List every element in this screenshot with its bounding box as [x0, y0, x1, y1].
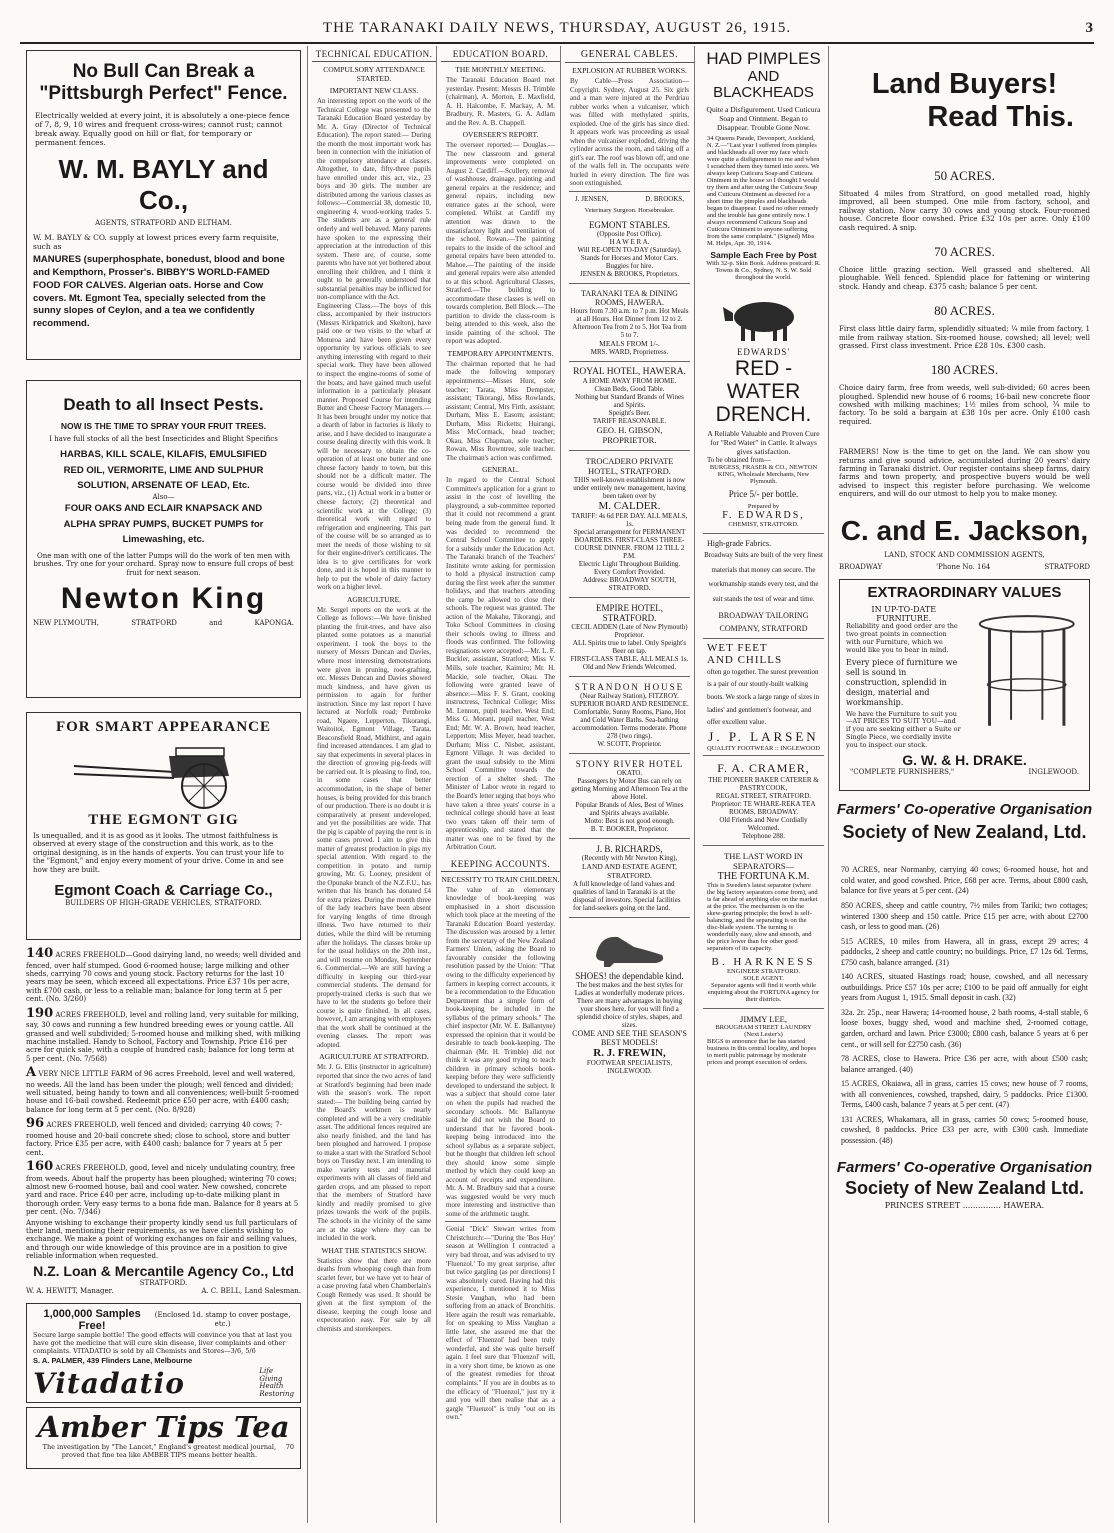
edu-sub-6: NECESSITY TO TRAIN CHILDREN. [441, 874, 560, 884]
edwards-a: A Reliable Valuable and Proven Cure for "Red Water" in Cattle. It always gives satisfaction. [707, 428, 820, 456]
stony-e: B. T. BOOKER, Proprietor. [590, 824, 669, 833]
royal-c: Nothing but Standard Brands of Wines and Spirits. [575, 392, 684, 409]
bayly-firm: W. M. BAYLY and Co., [58, 153, 269, 215]
land-item [20, 1116, 307, 1157]
lot-heading: 80 ACRES. [934, 303, 995, 319]
strandon-ad [570, 680, 689, 750]
frewin-a: SHOES! the dependable kind. [575, 970, 684, 981]
drake-c: Every piece of furniture we sell is sound in construction, splendid in design, material and workmanship. [846, 657, 958, 707]
land-item-text: ACRES FREEHOLD—Good dairying land, no weeds; well divided and fenced, over half stumped. Good 6-roomed house; large milking and other sheds, carrying 70 cows and young stock. Factory returns for the last 10 years may be seen, which exceed all expectations. Price £37 10s per acre, with £700 cash, or less to a reliable man; balance for long term at 5 per cent. (No. 3/260) [26, 951, 301, 1004]
edwards-name: EDWARDS' [736, 346, 791, 357]
land-item-number: 160 [26, 1159, 54, 1175]
vitadatio-addr: S. A. PALMER, 439 Flinders Lane, Melbourne [33, 1355, 193, 1365]
jackson-street: BROADWAY [839, 562, 883, 571]
empire-title: EMPIRE HOTEL, STRATFORD. [596, 602, 663, 623]
jackson-row [833, 563, 1096, 571]
cables-para-1: By Cable—Press Association—Copyright. Sydney, August 25. Six girls and a man were injured at the Perdriau rubber works when a vulcaniser, which was filled with methylated spirits, exploded. One of the girls has since died. It appears work was proceeding as usual when the vulcaniser exploded, driving the cylinder across the room, and taking off a girl's ear. The roof was blown off, and one of the walls fell in. The occupants were hurled in every direction. The fire was soon extinguished. [570, 77, 689, 188]
tech-sub-2: IMPORTANT NEW CLASS. [329, 86, 419, 95]
insect-line-2: I have full stocks of all the best Insecticides and Blight Specifics [49, 435, 278, 443]
land-item [20, 946, 307, 1004]
troc-b: M. CALDER. [598, 499, 661, 512]
insect-line-5: SOLUTION, ARSENATE OF LEAD, Etc. [77, 479, 250, 491]
frewin-b: The best makes and the best styles for Ladies at wonderfully moderate prices. There are many advantages in buying your shoes here, for you will find a splendid choice of styles, shapes, and sizes. [574, 980, 685, 1029]
land-item-text: VERY NICE LITTLE FARM of 96 acres Freehold, level and well watered, no weeds. All the land has been under the plough; well fenced and divided; well situated, being handy to town and all conveniences; well-built 5-roomed house and 16-bail cowshed. Redeemit price £50 per acre, with £400 cash; balance for long term at 5 per cent. (No. 8/928) [26, 1070, 299, 1114]
land-item [20, 1219, 307, 1261]
strandon-a: (Near Railway Station), FITZROY. [580, 691, 679, 700]
society-heading-1: Farmers' Co-operative Organisation [836, 801, 1093, 819]
land-item-text: ACRES FREEHOLD, well fenced and divided; carrying 40 cows; 7-roomed house and 20-bail concrete shed; close to school, store and butter factory. Price £35 per acre, with £400 cash; balance for 7 years at 5 per cent. [26, 1121, 290, 1157]
town-1: NEW PLYMOUTH, [33, 619, 99, 628]
column-6 [833, 46, 1096, 1523]
larsen-name: J. P. LARSEN [708, 728, 819, 744]
amber-tips-num: 70 [285, 1443, 294, 1452]
tech-para-1: An interesting report on the work of the Technical College was presented to the Taranaki Education Board yesterday by Mr. A. Gray (Director of Technical Education). The report stated:— During the month the most important work has been in connection with the initiation of the compulsory attendance at classes. Altogether, to date, fifty-three pupils have enrolled under this act, viz., 23 boys and 30 girls. The number are distributed among the various classes as follows:—Commercial 38, domestic 10, engineering 4, wood-working trades 5. The students are as a general rule orderly and well behaved. Many parents have spoken to me expressing their appreciation at the introduction of this system. There are, of course, some parents who have not yet bothered about enrolling their children, and I think it ought to be generally understood that substantial penalties may be inflicted for non-compliance with the Act. [317, 97, 431, 302]
jensen-brooks [570, 195, 689, 203]
insect-line-7: ALPHA SPRAY PUMPS, BUCKET PUMPS for [63, 518, 264, 530]
insect-title: Death to all Insect Pests. [63, 395, 264, 414]
furniture-illustration [968, 605, 1084, 735]
strandon-title: STRANDON HOUSE [574, 681, 685, 692]
society-listing: 850 ACRES, sheep and cattle country, 7½ miles from Tariki; two cottages; wintered 1300 sheep and 150 cattle. Price £15 per acre, with about £2700 cash, or less to good man. (26) [841, 901, 1088, 932]
gig-title: FOR SMART APPEARANCE [55, 719, 272, 735]
stony-a: OKATO. [616, 768, 643, 777]
column-5 [699, 46, 829, 1523]
royal-d: Speight's Beer. [608, 408, 651, 417]
tech-sub-1: COMPULSORY ATTENDANCE STARTED. [323, 65, 425, 83]
egmont-stables-ad [570, 218, 689, 280]
larsen-t2: AND CHILLS [707, 653, 783, 666]
fortuna-t2: THE FORTUNA K.M. [717, 870, 810, 882]
society-listing: 15 ACRES, Okaiawa, all in grass, carries 15 cows; new house of 7 rooms, with all conveniences, cowshed, trapshed, dairy, 5 paddocks. Price £1300. Terms, £400 cash, balance 7 years at 5 per cent. (47) [841, 1079, 1088, 1110]
land-item-text: ACRES FREEHOLD, good, level and nicely undulating country, free from weeds. About half the property has been ploughed; wintering 70 cows; almost new 6-roomed house, bail and cool water. New cowshed, concrete yard and race. Price £40 per acre, including up-to-date milking plant in thorough order. Very easy terms to a bona fide man. Balance for 8 years at 5 per cent. (No. 7/346) [26, 1164, 299, 1217]
troc-c: TARIFF: 4s 6d PER DAY. ALL MEALS, 1s. [571, 511, 688, 528]
society-listing: 131 ACRES, Whakamara, all in grass, carries 50 cows; 5-roomed house, cowshed, 8 paddocks. Price £33 per acre, with £300 cash. Immediate possession. (48) [841, 1114, 1088, 1145]
farmers-notice: FARMERS! Now is the time to get on the land. We can show you returns and give sound advice, accumulated during 20 years' dairy farming in Taranaki district. Our register contains sheep farms, dairy farms and town property, and prospective buyers would be well advised to inspect this register before purchasing. We welcome enquirers, and will do our utmost to help you to make money. [839, 448, 1090, 499]
drake-name: G. W. & H. DRAKE. [902, 751, 1027, 768]
society-heading-2: Society of New Zealand, Ltd. [842, 822, 1087, 843]
strandon-c: Comfortable, Sunny Rooms, Piano, Hot and Cold Water Baths. Sea-bathing accommodation. Terms moderate. Phone 278 (two rings). [572, 707, 687, 740]
drake-b: Reliability and good order are the two great points in connection with our Furniture, which we would like you to bear in mind. [846, 622, 958, 654]
stony-c: Popular Brands of Ales, Best of Wines and Spirits always available. [575, 800, 684, 817]
tech-sub-5: WHAT THE STATISTICS SHOW. [321, 1245, 427, 1255]
tech-para-5: Statistics show that there are more deaths from whooping cough than from scarlet fever, but we have yet to hear of a case proving fatal when Chamberlain's Cough Remedy was used. It should be given at the first symptom of the disease, keeping the cough loose and expectoration easy. For sale by all chemists and storekeepers. [317, 1256, 431, 1333]
society-address: PRINCES STREET ............... HAWERA. [884, 1200, 1045, 1210]
cramer-b: REGAL STREET, STRATFORD. [715, 791, 812, 800]
troc-a: THIS well-known establishment is now under entirely new management, having been taken over by [573, 475, 686, 500]
read-this-heading: Read This. [927, 101, 1074, 133]
jackson-lots [833, 168, 1096, 426]
edu-para-3: The chairman reported that he had made the following temporary appointments:—Misses Hunt, sole teacher; Tarata, Miss Dempster, assistant; Tikorangi, Miss Rowlands, assistant; Central, Mrs Firth, assistant; Durham, Miss E. Easom; assistant; Durham, Miss Ricketts; Huirangi, Miss McCormack, head teacher; Okau, Miss Chapman, sole teacher; Rowan, Miss Rowntree, sole teacher. The chairman's action was confirmed. [446, 359, 555, 462]
larsen-ad [704, 642, 823, 752]
insect-line-1: NOW IS THE TIME TO SPRAY YOUR FRUIT TREES. [60, 421, 267, 431]
jimmy-lee-ad [704, 1012, 823, 1068]
royal-f: GEO. H. GIBSON, PROPRIETOR. [596, 424, 663, 445]
edwards-t2: DRENCH. [715, 402, 812, 426]
vitadatio-samples: 1,000,000 Samples Free! [43, 1308, 141, 1333]
land-item-number: 96 [26, 1116, 45, 1132]
society-listings [833, 865, 1096, 1146]
stables-d: JENSEN & BROOKS, Proprietors. [580, 269, 679, 278]
land-item [20, 1159, 307, 1217]
jackson-sub: LAND, STOCK AND COMMISSION AGENTS, [884, 550, 1045, 559]
society-listing: 515 ACRES, 10 miles from Hawera, all in grass, except 29 acres; 4 paddocks, 2 sheep and cattle country; no buildings. Price, £7 12s 6d. Terms, £750 cash, balance arranged. (31) [841, 936, 1088, 967]
royal-title: ROYAL HOTEL, HAWERA. [573, 366, 686, 377]
trocadero-ad [570, 454, 689, 594]
land-item-number: A [26, 1065, 37, 1081]
richards-title: J. B. RICHARDS, [596, 843, 663, 854]
tech-para-4: Mr. J. G. Ellis (instructor in agriculture) reported that since the two acres of land at Stratford's beginning had been made with the season's work. The report stated:— The building being carried by the Board's workmen is nearly completed and will be a very creditable asset. The additional fences required are also nearly finished, and the land has been ploughed and harrowed. I propose to make a start with the Stratford School boys on Tuesday next. I am intending to make variety tests and manurial experiments with all classes of field and garden crops, and am pleased to report that the members of Stratford have kindly and readily promised to give prizes towards the work of the pupils. The schools in the vicinity of the same are at the stage where they can be included in the work. [317, 1063, 431, 1243]
land-buyers-heading: Land Buyers! [871, 68, 1058, 100]
empire-d: Old and New Friends Welcomed. [582, 662, 677, 671]
column-3 [441, 46, 561, 1523]
cow-illustration [719, 291, 809, 343]
royal-b: Clean Beds, Good Table. [594, 384, 665, 393]
society-listing: 140 ACRES, situated Hastings road; house, cowshed, and all necessary outbuildings. Price £57 10s per acre; £100 to be paid off annually for eight years from August 1, 1915. Small deposit in cash. (32) [841, 972, 1088, 1003]
fortuna-t1: THE LAST WORD IN SEPARATORS— [724, 850, 803, 871]
bayly-ad [26, 50, 301, 360]
tea-prop: MRS. WARD, Proprietress. [590, 347, 669, 356]
edwards-price: Price 5/- per bottle. [728, 488, 799, 499]
gig-name: THE EGMONT GIG [88, 812, 239, 828]
cramer-ad [704, 759, 823, 842]
edu-para-2: The overseer reported:— Douglas.—The new classroom and general improvements were completed on August 2. Cardiff.—Scullery, removal of washhouse, drainage, painting and general repairs at the residence; and general repairs, including new entrance gates at the school, were completed. Whilst at Cardiff my attention was drawn to the unsatisfactory light and ventilation of the school. Rowan.—The painting repairs to the inside of the school and general repairs have been attended to. Mahoe.—The painting of the inside and general repairs were also attended to at this school. Agricultural Classes, Stratford.—The building to accommodate these classes is well on towards completion. Bell Block.—The partition to divide the class-room is being attended to this week, also the inside painting of the school. The report was adopted. [446, 141, 555, 346]
extraordinary-heading: EXTRAORDINARY VALUES [867, 584, 1062, 602]
technical-education-heading: TECHNICAL EDUCATION. [312, 46, 436, 62]
tech-para-3: Mr. Sergel reports on the work at the College as follows:—We have finished planting the fruit-trees, and have also planted some potatoes as a manurial experiment. I took the boys to the nursery of Messrs Duncan and Davies, where most interesting demonstrations were given in pruning, root-grafting, etc. Messrs Duncan and Davies showed much kindness, and have given us permission to again for further instruction. Since my last report I have lectured at Norfolk road; Pembroke road, Ngaere, Lepperton, Tikorangi, Waitoitoi, Egmont Village, Tarata, Beaconsfield Road, Midhirst, and again find increased attendances. I am glad to say that experiments in several places in the direction of growing pig-feeds will be carried out. It is pleasing to find, too, in some cases that better accommodation, in the shape of better houses, is being provided for this branch of our production. There is no doubt it is comparatively at present undeveloped, and yet the possibilities are wide. That the pig is capable of paying the rent is in some cases proved. I aim to give this matter of greatest production in pigs my special attention. With regard to the competition in potato and turnip growing, Mr. G. Looney, president of the Opunake branch of the N.Z.F.U., has written that his branch has donated £4 for extra prizes. During the month three of the lady teachers have been absent for varying lengths of time through illness. Two have returned to their duties, while the third will be returning after the holidays. The classes broke up for the usual holidays on the 20th inst., and will resume on Monday, September 6. Commercial.—We are still having a difficulty in keeping our third-year commercial students. The demand for properly-trained clerks is such that we have to let the students go before their course is quite finished. In all cases, however, I am arranging with employers that the work shall be continued at the evening classes. The report was adopted. [317, 605, 431, 1049]
jimmy-c: BEGS to announce that he has started business in this central locality, and hopes to merit public patronage by moderate prices and prompt execution of orders. [707, 1037, 817, 1066]
strandon-b: SUPERIOR BOARD AND RESIDENCE. [570, 699, 689, 708]
broadway-ad [704, 537, 823, 635]
town-2: STRATFORD [131, 619, 177, 628]
tech-sub-4: AGRICULTURE AT STRATFORD. [319, 1052, 429, 1062]
vitadatio-body: Secure large sample bottle! The good effects will convince you that at last you have got the medicine that will cure skin disease, liver complaints and other complaints. VITADATIO is sold by all Chemists and Stores—3/6, 5/6 [33, 1331, 292, 1355]
society-heading-3: Farmers' Co-operative Organisation [836, 1158, 1093, 1176]
newton-king-logo: Newton King [60, 582, 267, 616]
nzloan-manager: W. A. HEWITT, Manager. [26, 1286, 114, 1295]
keeping-accounts-heading: KEEPING ACCOUNTS. [441, 856, 560, 872]
land-listings [20, 946, 307, 1295]
drake-f: INGLEWOOD. [1028, 767, 1079, 776]
cramer-d: Old Friends and New Cordially Welcomed. [719, 815, 808, 832]
tea-meals: MEALS FROM 1/-. [599, 338, 660, 348]
royal-a: A HOME AWAY FROM HOME. [582, 376, 677, 385]
page-number: 3 [1085, 19, 1094, 36]
vitadatio-exc: (Enclosed 1d. stamp to cover postage, etc.) [154, 1311, 291, 1328]
tea-body: Hours from 7.30 a.m. to 7 p.m. Hot Meals at all Hours. Hot Dinner from 12 to 2. Afternoon Tea from 2 to 5. Hot Tea from 5 to 7. [570, 306, 689, 339]
edwards-e: F. EDWARDS, [722, 509, 805, 521]
edwards-c: BURGESS, FRASER & CO., NEWTON KING, Wholesale Merchants, New Plymouth. [709, 463, 818, 485]
edwards-b: To be obtained from— [707, 455, 771, 464]
edu-sub-1: THE MONTHLY MEETING. [455, 65, 546, 74]
land-item-text: Anyone wishing to exchange their property kindly send us full particulars of their land, mentioning their requirements, as we have clients wishing to exchange. We make a point of working exchanges on fair and selling values, and through our wide knowledge of this province are in a position to give reliable information when requested. [26, 1218, 297, 1261]
insect-also: Also— [152, 492, 175, 501]
tech-sub-3: AGRICULTURE. [346, 594, 402, 604]
empire-c: FIRST-CLASS TABLE. ALL MEALS 1s. [570, 654, 689, 663]
vitadatio-tag: Life [259, 1366, 274, 1375]
land-item [20, 1006, 307, 1064]
tea-title: TARANAKI TEA & DINING ROOMS, HAWERA. [581, 288, 678, 307]
egmont-gig-ad [26, 712, 301, 940]
bayly-agents: AGENTS, STRATFORD AND ELTHAM. [95, 218, 232, 227]
tech-para-2: Engineering Class.—The boys of this class, accompanied by their instructors (Messrs Kirkpatrick and Skelton), have paid one or two visits to the wharf at Moturoa and have been given every opportunity by various officials to see anything interesting with regard to their special work. They have been allowed to inspect the engine-rooms of some of the boats, and have gained much useful information in a particularly pleasant manner. Proposed Course for intending Butter and Cheese Factory Managers.—It has been brought under my notice that a dearth of labor in factories is likely to arise, and I have decided to inaugurate a course dealing directly with this work. It will be necessary to obtain the co-operation of at least one butter and one cheese factory handy to town, but this should not be a difficult matter. The course would be divided into three parts, viz., (1) Actual work in a butter or cheese factory; (2) theoretical and scientific work at the College; (3) theoretical work with regard to refrigeration and engineering. This part of the course will be so arranged as to meet the needs of those wishing to sit for their engine-driver's certificates. The idea is to give certificates for work done, and it is hoped in this manner to help to put the whole of dairy factory work on a higher level. [317, 301, 431, 592]
broadway-d: COMPANY, STRATFORD [719, 623, 808, 633]
empire-a: CECIL ADDEN (Late of New Plymouth) Proprietor. [571, 622, 688, 639]
richards-ad [570, 842, 689, 914]
drake-ad [839, 579, 1090, 791]
insect-line-6: FOUR OAKS AND ECLAIR KNAPSACK AND [64, 503, 263, 515]
cables-sub-1: EXPLOSION AT RUBBER WORKS. [572, 66, 687, 75]
jensen-name: J. JENSEN, [575, 194, 609, 203]
society-listing: 70 ACRES, near Normanby, carrying 40 cows; 6-roomed house, hot and cold water, and good cowshed. Price, £68 per acre. Terms, about £800 cash, balance for five years at 5 per cent. (24) [841, 865, 1088, 896]
stables-b: H A W E R A. [609, 237, 650, 246]
lot-text: Choice dairy farm, free from weeds, well sub-divided; 60 acres been ploughed. Splendid new house of 6 rooms; 16-bail new concrete floor cowshed with milking machines; 1½ miles from school, ¾ mile to factory. To be sold a bargain at £38 10s per acre. Only £100 cash required. [839, 384, 1090, 426]
society-heading-4: Society of New Zealand Ltd. [844, 1177, 1085, 1198]
insect-line-3: HARBAS, KILL SCALE, KILAFIS, EMULSIFIED [60, 449, 267, 461]
stables-c: Will RE-OPEN TO-DAY (Saturday). Stands for Horses and Motor Cars. Buggies for hire. [577, 245, 682, 270]
jackson-phone: 'Phone No. 164 [936, 562, 991, 571]
jimmy-name: JIMMY LEE, [740, 1013, 787, 1024]
troc-title: TROCADERO PRIVATE HOTEL, STRATFORD. [585, 455, 674, 476]
frewin-f: INGLEWOOD. [607, 1066, 652, 1075]
nzloan-salesman: A. C. BELL, Land Salesman. [201, 1286, 301, 1295]
larsen-t1: WET FEET [707, 641, 768, 654]
drake-a: IN UP-TO-DATE FURNITURE. [871, 605, 937, 624]
broadway-a: High-grade Fabrics. [707, 538, 771, 548]
land-item-number: 140 [26, 946, 54, 961]
land-item-text: ACRES FREEHOLD, level and rolling land, very suitable for milking, say, 30 cows and running a few hundred breeding ewes or young cattle. All grassed and well subdivided; 5-roomed house and milking shed, with milking machine installed. Handy to School, Factory and Township. Price £16 per acre for quick sale, with a couple of hundred cash; balance for long term at 5 per cent. (No. 7/568) [26, 1010, 301, 1063]
jimmy-b: (Next Lester's) [744, 1030, 783, 1038]
jackson-town: STRATFORD [1044, 562, 1090, 571]
jensen-role: Veterinary Surgeon. Horsebreaker. [584, 206, 675, 214]
gig-body: Is unequalled, and it is as good as it looks. The utmost faithfulness is observed at every stage of the construction and this work, as to the original designing, is in the hands of experts. You can trust your life to the "Egmont," and enjoy every moment of your drive. Come in and see how they are built. [33, 832, 284, 874]
stables-a: (Opposite Post Office). [597, 229, 662, 238]
column-2 [312, 46, 437, 1523]
vitadatio-tag: Restoring [259, 1389, 294, 1398]
shoe-illustration [590, 925, 670, 969]
royal-hotel-ad [570, 365, 689, 447]
empire-hotel-ad [570, 601, 689, 673]
egmont-coach-firm: Egmont Coach & Carriage Co., [54, 881, 273, 899]
troc-e: Electric Light Throughout Building. Every Comfort Provided. [578, 559, 681, 576]
royal-e: TARIFF REASONABLE. [592, 416, 667, 425]
richards-b: LAND AND ESTATE AGENT, [581, 861, 678, 871]
cuticura-b: 34 Queens Parade, Devonport, Auckland, N. Z.—"Last year I suffered from pimples and blackheads all over my face which were quite a disfigurement to me and when I scratched them they turned into sores. We always keep Cuticura Soap and Cuticura Ointment in the house so I thought I would try them and after using the Cuticura Soap and Cuticura Ointment as directed for a short time the pimples and blackheads began to disappear. I used no other remedy and the trouble has gone entirely now. I always recommend Cuticura Soap and Cuticura Ointment to anyone suffering from the same complaint." (Signed) Miss M. Helps, Apr. 30, 1914. [707, 134, 820, 247]
cuticura-c: Sample Each Free by Post [710, 249, 817, 260]
edu-para-1: The Taranaki Education Board met yesterday. Present: Messrs H. Trimble (chairman), A. Morton, E. Maxfield, A. H. Halcombe, F. Mackay, A. M. Bradbury, R. Masters, G. A. Adlam and the Rev. A. B. Chappell. [446, 76, 555, 127]
nzloan-firm: N.Z. Loan & Mercantile Agency Co., Ltd [33, 1262, 294, 1279]
edu-para-5: The value of an elementary knowledge of book-keeping was emphasised in a short discussion which took place at the meeting of the Taranaki Education Board yesterday. The discussion was aroused by a letter from the secretary of the New Zealand Farmers' Union, asking the Board to favourably consider the following resolution passed by the Union: "That owing to the difficulty experienced by farmers in keeping correct accounts, it be a recommendation to the Education Department that a simple form of book-keeping be included in the syllabus of the primary schools." The chief inspector (Mr. W. E. Ballantyne) expressed the opinion that it would be desirable to teach book-keeping. The chairman (Mr. H. Trimble) did not think it was any good trying to teach children in primary schools book-keeping before they were sufficiently developed to understand the subject. It was a subject that should come later on when the pupils had reached the secondary schools. Mr. Ballantyne said he did not wish the Board to understand that he favored book-keeping being introduced into the school syllabus as a separate subject, but he thought that children left school they should know some simple method by which they could keep an account of receipts and expenditure. Mr. A. M. Bradbury said that a course was suggested would be very much more interesting and instructive than some of the arithmetic taught. [446, 885, 555, 1218]
fortuna-ad [704, 849, 823, 1005]
harkness-name: B. HARKNESS [711, 955, 816, 968]
general-cables-heading: GENERAL CABLES. [565, 46, 694, 63]
lot-heading: 70 ACRES. [934, 243, 995, 259]
cuticura-a: Quite a Disfigurement. Used Cuticura Soap and Ointment. Began to Disappear. Trouble Gone Now. [706, 104, 821, 132]
stony-d: Motto: Best is not good enough. [584, 816, 675, 825]
cramer-c: Proprietor: TE WHARE-REKA TEA ROOMS, BROADWAY. [711, 799, 816, 816]
bull-heading-2: "Pittsburgh Perfect" Fence. [39, 83, 288, 104]
lot-text: First class little dairy farm, splendidly situated; ¼ mile from factory, 1 mile from railway station. Six-roomed house, cowshed; all level; well grassed. First class investment. Price £28 10s. £300 cash. [839, 325, 1090, 350]
lot-text: Situated 4 miles from Stratford, on good metalled road, highly improved, all been stumped. One mile from factory, school, and railway station. Now carry 30 cows and young stock. Four-roomed house. Concrete floor cowshed. Price £32 10s per acre. Only £100 cash required. A snip. [839, 190, 1090, 232]
society-listing: 78 ACRES, close to Hawera. Price £36 per acre, with about £500 cash; balance arranged. (40) [841, 1054, 1088, 1074]
troc-f: Address: BROADWAY SOUTH, STRATFORD. [582, 575, 676, 592]
edu-sub-3: TEMPORARY APPOINTMENTS. [447, 348, 554, 358]
harkness-b: SOLE AGENT. [743, 974, 784, 982]
masthead-title: THE TARANAKI DAILY NEWS, THURSDAY, AUGUST 26, 1915. [322, 19, 792, 36]
troc-d: Special arrangement for PERMANENT BOARDERS. FIRST-CLASS THREE-COURSE DINNER. FROM 12 TILL 2 P.M. [573, 527, 686, 560]
vitadatio-tag: Health [259, 1382, 284, 1391]
bull-heading: No Bull Can Break a [72, 61, 255, 82]
education-board-heading: EDUCATION BOARD. [441, 46, 560, 62]
cramer-a: THE PIONEER BAKER CATERER & PASTRYCOOK, [708, 775, 819, 792]
cramer-name: F. A. CRAMER, [717, 760, 810, 775]
lot-heading: 50 ACRES. [934, 168, 995, 183]
cramer-e: Telephone 288. [741, 831, 786, 840]
frewin-e: FOOTWEAR SPECIALISTS, [586, 1058, 673, 1067]
cuticura-ad [704, 48, 823, 283]
larsen-a: often go together. The surest prevention is a pair of our stoutly-built walking boots. We stock a large range of sizes in ladies' and gentlemen's footwear, and offer excellent value. [707, 667, 820, 727]
masthead [20, 14, 1094, 44]
column-1 [20, 46, 308, 1523]
jackson-firm: C. and E. Jackson, [840, 514, 1089, 546]
land-item [20, 1065, 307, 1114]
bayly-goods: MANURES (superphosphate, bonedust, blood and bone and Kempthorn, Prosser's. BIBBY'S WORLD-FAMED FOOD FOR CALVES. Algerian oats. Horse and Cow covers. Mt. Egmont Tea, specially selected from the sunny slopes of Ceylon, and a tea we confidently recommend. [33, 254, 285, 330]
column-4 [565, 46, 695, 1523]
frewin-c: COME AND SEE THE SEASON'S BEST MODELS! [572, 1028, 687, 1047]
harkness-c: Separator agents will find it worth while enquiring about the FORTUNA agency for their districts. [707, 981, 820, 1003]
strandon-d: W. SCOTT, Proprietor. [597, 739, 662, 748]
bayly-supply: W. M. BAYLY & CO. supply at lowest prices every farm requisite, such as [33, 232, 279, 252]
jimmy-a: BROUGHAM STREET LAUNDRY [715, 1023, 812, 1031]
gig-illustration [64, 738, 264, 810]
newton-king-towns [33, 619, 294, 627]
bull-body: Electrically welded at every joint, it is absolutely a one-piece fence of 7, 8, 9, 10 wires and frequent cross-wires; cannot rust; cannot break away. Equally good on hill or flat, for temporary or permanent fences. [35, 111, 290, 148]
lot-text: Choice little grazing section. Well grassed and sheltered. All ploughable. Well fenced. Splendid place for fattening or wintering stock. Handy and cheap. £375 cash; balance 5 per cent. [839, 265, 1090, 291]
insect-ad [26, 380, 301, 698]
cuticura-t2: AND BLACKHEADS [713, 67, 814, 102]
insect-line-4: RED OIL, VERMORITE, LIME AND SULPHUR [63, 464, 264, 476]
vitadatio-ad [26, 1303, 301, 1403]
society-listing: 32a. 2r. 25p., near Hawera; 14-roomed house, 2 bath rooms, 4-stall stable, 6 loose boxes, buggy shed, wood and machine shed, 2-roomed cottage, garden, orchard and lawn. Price £3000; £800 cash, balance 5 years at 6 per cent., or will sell for £2750 cash. (36) [841, 1007, 1088, 1049]
edwards-ad [704, 285, 823, 530]
cuticura-d: With 32-p. Skin Book. Address postcard: R. Towns & Co., Sydney, N. S. W. Sold throughout the world. [706, 259, 821, 281]
broadway-c: BROADWAY TAILORING [718, 610, 809, 620]
edu-para-6: Genial "Dick" Stewart writes from Christchurch:—"During the 'Bos Huy' season at Wellington I contracted a very bad throat, and was advised to try 'Fluenzol.' To my great surprise, after but twice gargling (as per directions) I was absolutely cured. Having had this experience, I mentioned it to Miss Stesie Vaughan, who had been suffering from an attack of Bronchitis. Here again the result was remarkable, for on speaking to Miss Vaughan a little later, she assured me that the effect of 'Fluenzol' had been truly wonderful, and she was quite herself again. I feel sure that 'Fluenzol' will, in a very short time, be known as one of the greatest remedies for throat complaints." If you are in doubts as to the efficacy of "Fluenzol," just try it and you will then realise that as a gargle "Fluenzol" is truly "out on its own." [446, 1225, 555, 1422]
insect-line-8: Limewashing, etc. [122, 533, 205, 545]
stony-b: Passengers by Motor Bus can rely on getting Morning and Afternoon Tea at the above Hotel. [571, 776, 688, 801]
edu-sub-2: OVERSEER'S REPORT. [462, 130, 539, 140]
edwards-d: Prepared by [747, 502, 780, 510]
vitadatio-tag: Giving [259, 1374, 283, 1383]
harkness-a: ENGINEER STRATFORD. [727, 967, 800, 975]
edwards-t1: RED - WATER [726, 356, 801, 403]
stables-title: EGMONT STABLES. [588, 219, 671, 230]
amber-tips-ad [26, 1407, 301, 1469]
frewin-d: R. J. FREWIN, [593, 1046, 666, 1059]
lot-heading: 180 ACRES. [930, 362, 999, 378]
edu-para-4: In regard to the Central School Committee's application for a grant to assist in the cost of levelling the playground, a sub-committee reported that it could not recommend a grant being made from the general fund. It was decided to recommend the Central School Committee to apply for a subsidy under the Education Act. The Taranaki branch of the Teachers' Institute wrote asking for permission to hold a physical instruction camp during the first week after the summer holidays, and that teachers attending the camp be allowed to close their schools. The request was granted. The action of the Makahu, Tikorangi, and Toko School Committees in closing their schools owing to illness and floods was confirmed. The following resignations were accepted:—Mr. L. F. Buckler, assistant, Stratford; Miss V. Mills, sole teacher, Kaimiro; Mr. H. Mackie, sole teacher, Okau. The following were granted leave of absence:—Miss F. S. Grant, cooking instructress, Technical College; Miss M. Lennon, pupil teacher, West End; Miss G. Morant, pupil teacher, West End; Mr. W. A. Brown, head teacher, Lepperton; Miss Meyer, head teacher, Durham; Miss C. Nisbet, assistant, Egmont Village. It was decided to grant the usual subsidy to the Mimi School Committee towards the erection of a shelter shed. The Minister of Labor wrote in regard to the Board's letter urging that boys who have taken a three years' course in a technical college should have at least two years taken off their term of apprenticeship, and stated that the matter was one to be fixed by the Arbitration Court. [446, 476, 555, 852]
broadway-b: Broadway Suits are built of the very finest materials that money can secure. The workmanship stands every test, and the suit stands the test of wear and time. [704, 550, 823, 604]
amber-tips-logo: Amber Tips Tea [37, 1410, 290, 1445]
frewin-ad [570, 921, 689, 1077]
edu-sub-4: GENERAL. [482, 465, 519, 475]
taranaki-tea-ad [570, 287, 689, 358]
richards-a: (Recently with Mr Newton King), [581, 853, 678, 862]
nzloan-town: STRATFORD. [139, 1278, 188, 1287]
brooks-name: D. BROOKS, [645, 194, 684, 203]
cuticura-t1: HAD PIMPLES [706, 49, 821, 68]
vitadatio-logo: Vitadatio [33, 1366, 185, 1400]
richards-c: STRATFORD. [607, 870, 652, 880]
larsen-b: QUALITY FOOTWEAR :: INGLEWOOD [707, 744, 820, 752]
nzloan-staff [20, 1287, 307, 1295]
stony-title: STONY RIVER HOTEL [575, 758, 684, 769]
amber-tips-body: The investigation by "The Lancet," England's greatest medical journal, proved that fine tea like AMBER TIPS means better health. [42, 1443, 277, 1459]
fortuna-a: This is Sweden's latest separator (where the big factory separators come from), and is far ahead of anything else on the market at the price. The mechanism is on the skew-gearing principle; the bowl is self-balancing, and the separating is on the disc-blade system. The turning is wonderfully easy, slow and smooth, and the price lower than for other good separators of its capacity. [707, 881, 818, 952]
richards-d: A full knowledge of land values and qualities of land in Taranaki is at the disposal of investors. Special facilities for land-seekers going on the land. [573, 879, 681, 912]
drake-e: "COMPLETE FURNISHERS," [850, 767, 955, 776]
town-4: KAPONGA. [254, 619, 294, 628]
town-3: and [209, 619, 223, 628]
stony-river-ad [570, 757, 689, 835]
empire-b: ALL Spirits true to label. Only Speight's Beer on tap. [572, 638, 687, 655]
egmont-coach-sub: BUILDERS OF HIGH-GRADE VEHICLES, STRATFORD. [65, 898, 262, 907]
drake-d: We have the Furniture to suit you—AT PRICES TO SUIT YOU—and if you are seeking either a Suite or Single Piece, we cordially invite you to inspect our stock. [846, 709, 961, 749]
insect-line-9: One man with one of the latter Pumps will do the work of ten men with brushes. Try one for your orchard. Spray now to ensure full crops of best fruit for next season. [33, 551, 294, 577]
edwards-f: CHEMIST, STRATFORD. [728, 520, 799, 528]
land-item-number: 190 [26, 1005, 54, 1021]
